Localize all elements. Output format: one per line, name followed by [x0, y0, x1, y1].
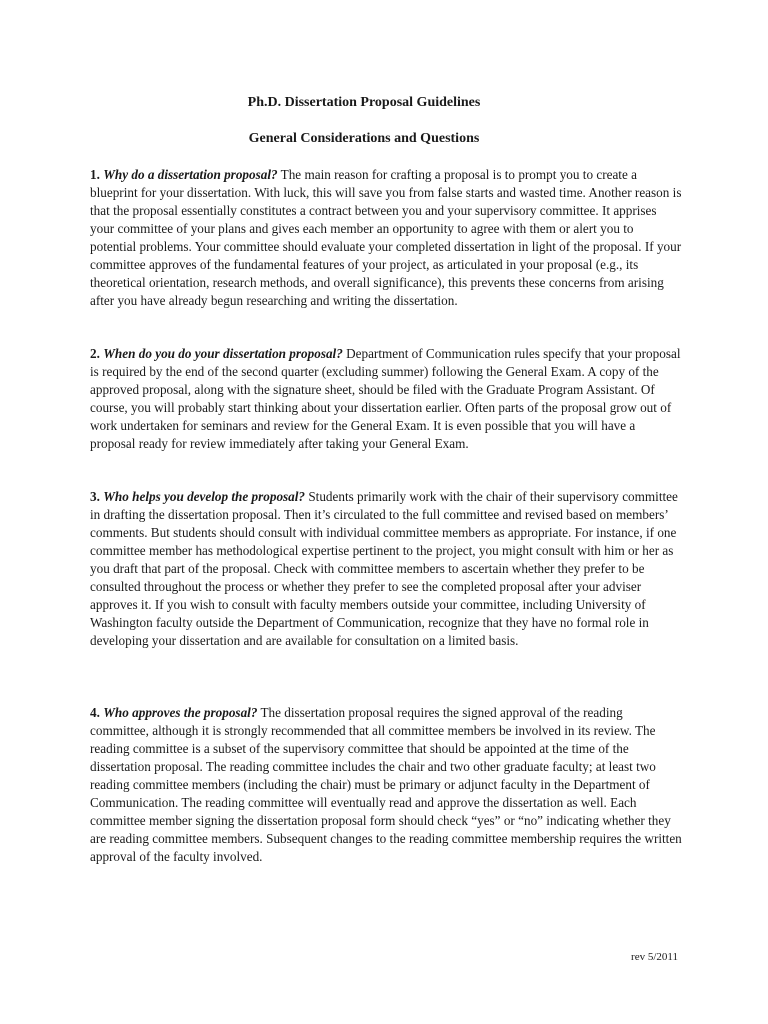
- section-1: [90, 166, 682, 310]
- section-number: 4.: [90, 705, 100, 720]
- section-body: Students primarily work with the chair of their supervisory committee in drafting the dissertation proposal. Then it’s circulated to the full committee and revised based on members’ comments. But students should consult with individual committee members as appropriate. For instance, if one committee member has methodological expertise pertinent to the project, you might consult with him or her as you draft that part of the proposal. Check with committee members to ascertain whether they prefer to be consulted throughout the process or whether they prefer to see the completed proposal after your adviser approves it. If you wish to consult with faculty members outside your committee, including University of Washington faculty outside the Department of Communication, recognize that they have no formal role in developing your dissertation and are available for consultation on a limited basis.: [90, 489, 678, 648]
- section-question: Who helps you develop the proposal?: [103, 489, 306, 504]
- section-2: [90, 345, 682, 453]
- section-number: 3.: [90, 489, 100, 504]
- section-question: When do you do your dissertation proposal?: [103, 346, 343, 361]
- section-4: [90, 704, 682, 866]
- document-subtitle: General Considerations and Questions: [248, 131, 480, 146]
- section-question: Who approves the proposal?: [103, 705, 258, 720]
- section-3: [90, 488, 682, 650]
- section-question: Why do a dissertation proposal?: [103, 167, 278, 182]
- section-body: The dissertation proposal requires the signed approval of the reading committee, although it is strongly recommended that all committee members be involved in its review. The reading committee is a subset of the supervisory committee that should be appointed at the time of the dissertation proposal. The reading committee includes the chair and two other graduate faculty; at least two reading committee members (including the chair) must be primary or adjunct faculty in the Department of Communication. The reading committee will eventually read and approve the dissertation as well. Each committee member signing the dissertation proposal form should check “yes” or “no” indicating whether they are reading committee members. Subsequent changes to the reading committee membership requires the written approval of the faculty involved.: [90, 705, 682, 864]
- section-number: 2.: [90, 346, 100, 361]
- document-title: Ph.D. Dissertation Proposal Guidelines: [247, 95, 481, 110]
- revision-note: rev 5/2011: [631, 951, 678, 963]
- section-body: The main reason for crafting a proposal is to prompt you to create a blueprint for your dissertation. With luck, this will save you from false starts and wasted time. Another reason is that the proposal essentially constitutes a contract between you and your supervisory committee. It apprises your committee of your plans and gives each member an opportunity to agree with them or alert you to potential problems. Your committee should evaluate your completed dissertation in light of the proposal. If your committee approves of the fundamental features of your project, as articulated in your proposal (e.g., its theoretical orientation, research methods, and overall significance), this prevents these concerns from arising after you have already begun researching and writing the dissertation.: [90, 167, 682, 308]
- section-body: Department of Communication rules specify that your proposal is required by the end of the second quarter (excluding summer) following the General Exam. A copy of the approved proposal, along with the signature sheet, should be filed with the Graduate Program Assistant. Of course, you will probably start thinking about your dissertation earlier. Often parts of the proposal grow out of work undertaken for seminars and review for the General Exam. It is even possible that you will have a proposal ready for review immediately after taking your General Exam.: [90, 346, 681, 451]
- section-number: 1.: [90, 167, 100, 182]
